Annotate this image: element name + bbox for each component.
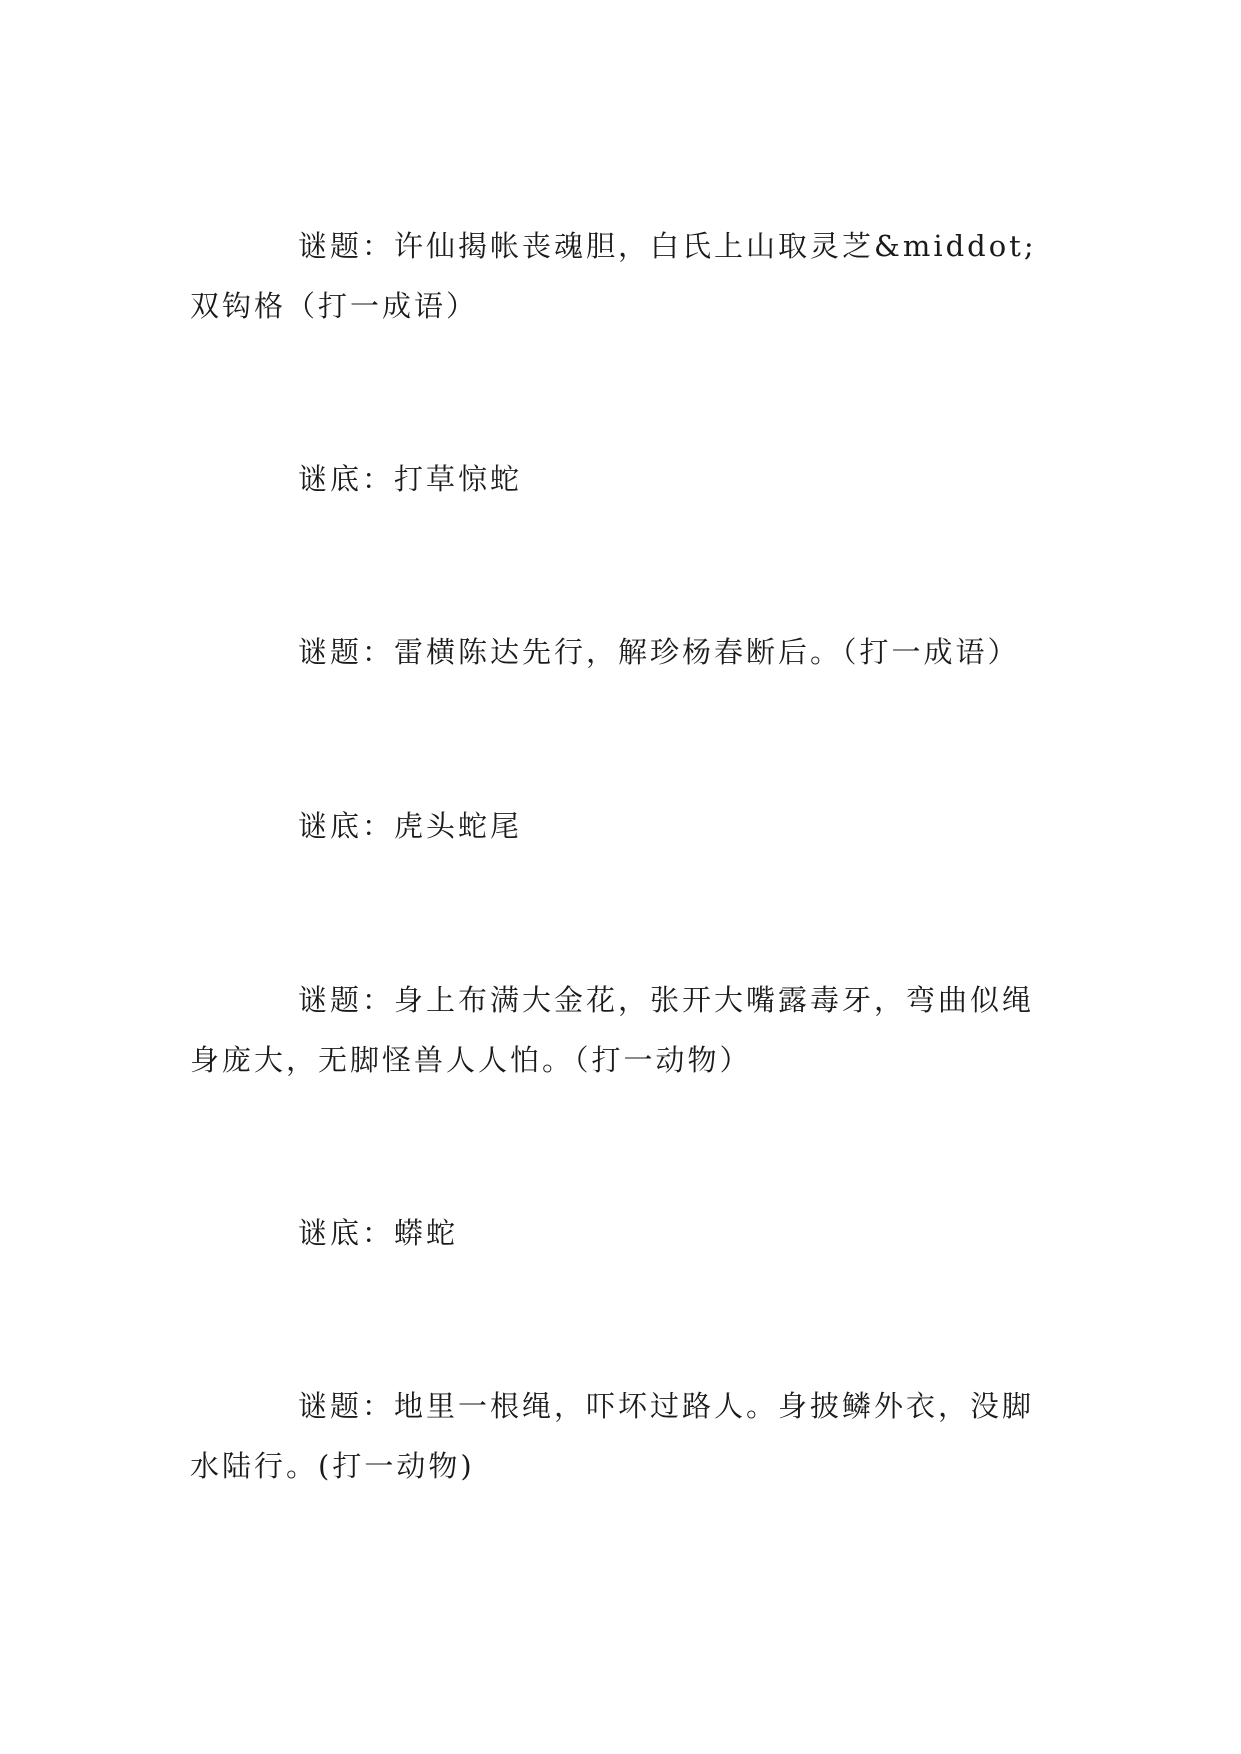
riddle-answer-1: 谜底：打草惊蛇 [298, 462, 523, 496]
riddle-question-4: 谜题：地里一根绳，吓坏过路人。身披鳞外衣，没脚水陆行。(打一动物) [190, 1389, 1035, 1483]
riddle-answer-2: 谜底：虎头蛇尾 [298, 809, 523, 843]
riddle-question-1: 谜题：许仙揭帐丧魂胆，白氏上山取灵芝&middot;双钩格（打一成语） [190, 229, 1037, 323]
riddle-question-3: 谜题：身上布满大金花，张开大嘴露毒牙，弯曲似绳身庞大，无脚怪兽人人怕。（打一动物） [190, 983, 1035, 1077]
riddle-question-2: 谜题：雷横陈达先行，解珍杨春断后。（打一成语） [298, 635, 1020, 669]
riddle-answer-3: 谜底：蟒蛇 [298, 1216, 459, 1250]
